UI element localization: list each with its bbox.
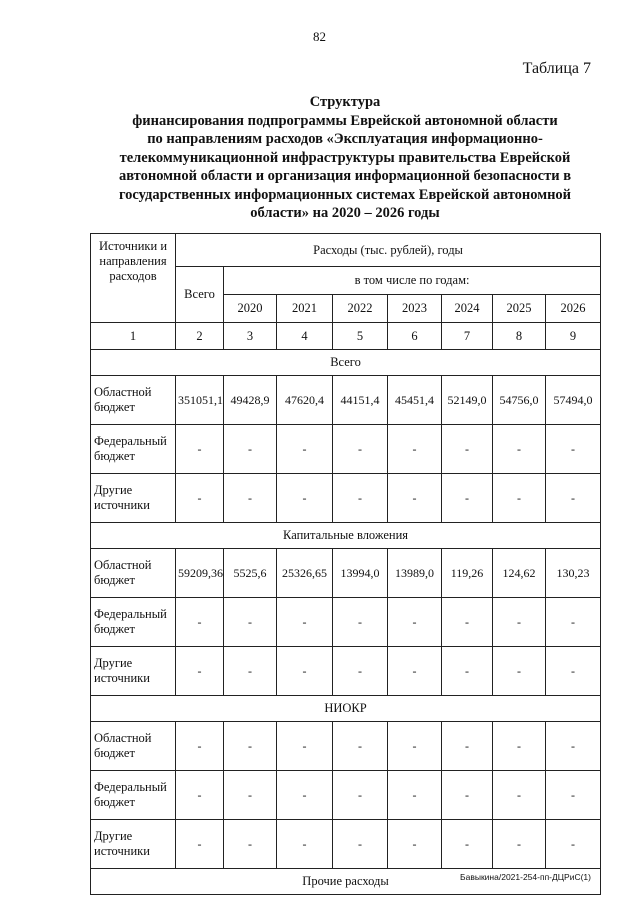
value-cell: - (493, 820, 546, 869)
value-cell: - (442, 598, 493, 647)
value-cell: - (388, 647, 442, 696)
column-number: 3 (224, 323, 277, 350)
column-number: 6 (388, 323, 442, 350)
value-cell: - (176, 474, 224, 523)
value-cell: - (388, 820, 442, 869)
header-total: Всего (176, 267, 224, 323)
section-title: Капитальные вложения (91, 523, 601, 549)
column-number: 7 (442, 323, 493, 350)
value-cell: - (224, 820, 277, 869)
value-cell: - (224, 771, 277, 820)
title-line: по направлениям расходов «Эксплуатация информационно- (147, 131, 543, 147)
value-cell: - (176, 722, 224, 771)
value-cell: - (546, 598, 601, 647)
value-cell: - (442, 647, 493, 696)
value-cell: - (176, 771, 224, 820)
table-row (91, 474, 601, 523)
value-cell: - (224, 425, 277, 474)
value-cell: - (442, 771, 493, 820)
table-row (91, 722, 601, 771)
value-cell: 49428,9 (224, 376, 277, 425)
value-cell: - (388, 771, 442, 820)
header-year: 2021 (277, 295, 333, 323)
value-cell: - (442, 722, 493, 771)
table-label: Таблица 7 (522, 60, 591, 77)
value-cell: - (442, 820, 493, 869)
table-row (91, 549, 601, 598)
value-cell: - (333, 425, 388, 474)
row-source: Федеральный бюджет (91, 771, 176, 820)
value-cell: - (388, 598, 442, 647)
value-cell: - (176, 598, 224, 647)
value-cell: 47620,4 (277, 376, 333, 425)
value-cell: - (388, 722, 442, 771)
value-cell: - (277, 647, 333, 696)
table-row (91, 771, 601, 820)
page-number: 82 (313, 29, 326, 44)
value-cell: 59209,36 (176, 549, 224, 598)
table-row (91, 647, 601, 696)
column-number: 2 (176, 323, 224, 350)
value-cell: - (333, 598, 388, 647)
value-cell: - (333, 820, 388, 869)
value-cell: - (493, 474, 546, 523)
value-cell: - (333, 647, 388, 696)
value-cell: - (176, 820, 224, 869)
header-expenses: Расходы (тыс. рублей), годы (176, 234, 601, 267)
table-row (91, 820, 601, 869)
value-cell: - (277, 425, 333, 474)
row-source: Федеральный бюджет (91, 425, 176, 474)
title-line: государственных информационных системах Еврейской автономной (118, 186, 572, 203)
value-cell: 119,26 (442, 549, 493, 598)
value-cell: - (442, 425, 493, 474)
value-cell: - (224, 474, 277, 523)
value-cell: - (493, 771, 546, 820)
value-cell: - (388, 474, 442, 523)
financing-table (90, 233, 601, 895)
value-cell: - (546, 425, 601, 474)
value-cell: - (546, 474, 601, 523)
value-cell: 5525,6 (224, 549, 277, 598)
header-year: 2022 (333, 295, 388, 323)
value-cell: - (176, 647, 224, 696)
row-source: Другие источники (91, 474, 176, 523)
section-title: Прочие расходы (91, 869, 601, 895)
value-cell: - (277, 598, 333, 647)
row-source: Областной бюджет (91, 722, 176, 771)
value-cell: 13989,0 (388, 549, 442, 598)
value-cell: - (493, 425, 546, 474)
section-title: Всего (91, 350, 601, 376)
value-cell: 57494,0 (546, 376, 601, 425)
value-cell: - (224, 598, 277, 647)
column-number: 9 (546, 323, 601, 350)
header-sources: Источники и направления расходов (91, 234, 176, 323)
title-line: телекоммуникационной инфраструктуры правительства Еврейской (119, 149, 571, 166)
row-source: Федеральный бюджет (91, 598, 176, 647)
column-number: 8 (493, 323, 546, 350)
row-source: Областной бюджет (91, 376, 176, 425)
value-cell: - (546, 771, 601, 820)
value-cell: - (546, 647, 601, 696)
title-line: автономной области и организация информационной безопасности в (118, 168, 572, 184)
value-cell: - (493, 598, 546, 647)
value-cell: - (333, 722, 388, 771)
value-cell: - (333, 474, 388, 523)
value-cell: 351051,1 (176, 376, 224, 425)
value-cell: - (546, 820, 601, 869)
table-row (91, 425, 601, 474)
header-year: 2026 (546, 295, 601, 323)
value-cell: - (546, 722, 601, 771)
value-cell: 124,62 (493, 549, 546, 598)
value-cell: - (277, 474, 333, 523)
title-line: финансирования подпрограммы Еврейской автономной области (132, 112, 558, 129)
row-source: Областной бюджет (91, 549, 176, 598)
title-line: Структура (309, 94, 381, 110)
value-cell: 13994,0 (333, 549, 388, 598)
header-year: 2020 (224, 295, 277, 323)
header-year: 2023 (388, 295, 442, 323)
value-cell: - (442, 474, 493, 523)
section-title: НИОКР (91, 696, 601, 722)
value-cell: - (224, 647, 277, 696)
value-cell: 52149,0 (442, 376, 493, 425)
header-by-years: в том числе по годам: (224, 267, 601, 295)
value-cell: - (333, 771, 388, 820)
value-cell: 45451,4 (388, 376, 442, 425)
value-cell: - (277, 820, 333, 869)
footer-code: Бавыкина/2021-254-пп-ДЦРиС(1) (460, 872, 591, 882)
row-source: Другие источники (91, 820, 176, 869)
column-number: 1 (91, 323, 176, 350)
table-row (91, 598, 601, 647)
value-cell: - (176, 425, 224, 474)
value-cell: - (493, 722, 546, 771)
value-cell: - (277, 771, 333, 820)
value-cell: 44151,4 (333, 376, 388, 425)
value-cell: 54756,0 (493, 376, 546, 425)
title-line: области» на 2020 – 2026 годы (250, 205, 440, 221)
header-year: 2025 (493, 295, 546, 323)
column-number: 4 (277, 323, 333, 350)
value-cell: 25326,65 (277, 549, 333, 598)
value-cell: - (277, 722, 333, 771)
header-year: 2024 (442, 295, 493, 323)
table-title (90, 93, 600, 223)
value-cell: - (493, 647, 546, 696)
column-number: 5 (333, 323, 388, 350)
table-row (91, 376, 601, 425)
value-cell: 130,23 (546, 549, 601, 598)
row-source: Другие источники (91, 647, 176, 696)
value-cell: - (224, 722, 277, 771)
value-cell: - (388, 425, 442, 474)
